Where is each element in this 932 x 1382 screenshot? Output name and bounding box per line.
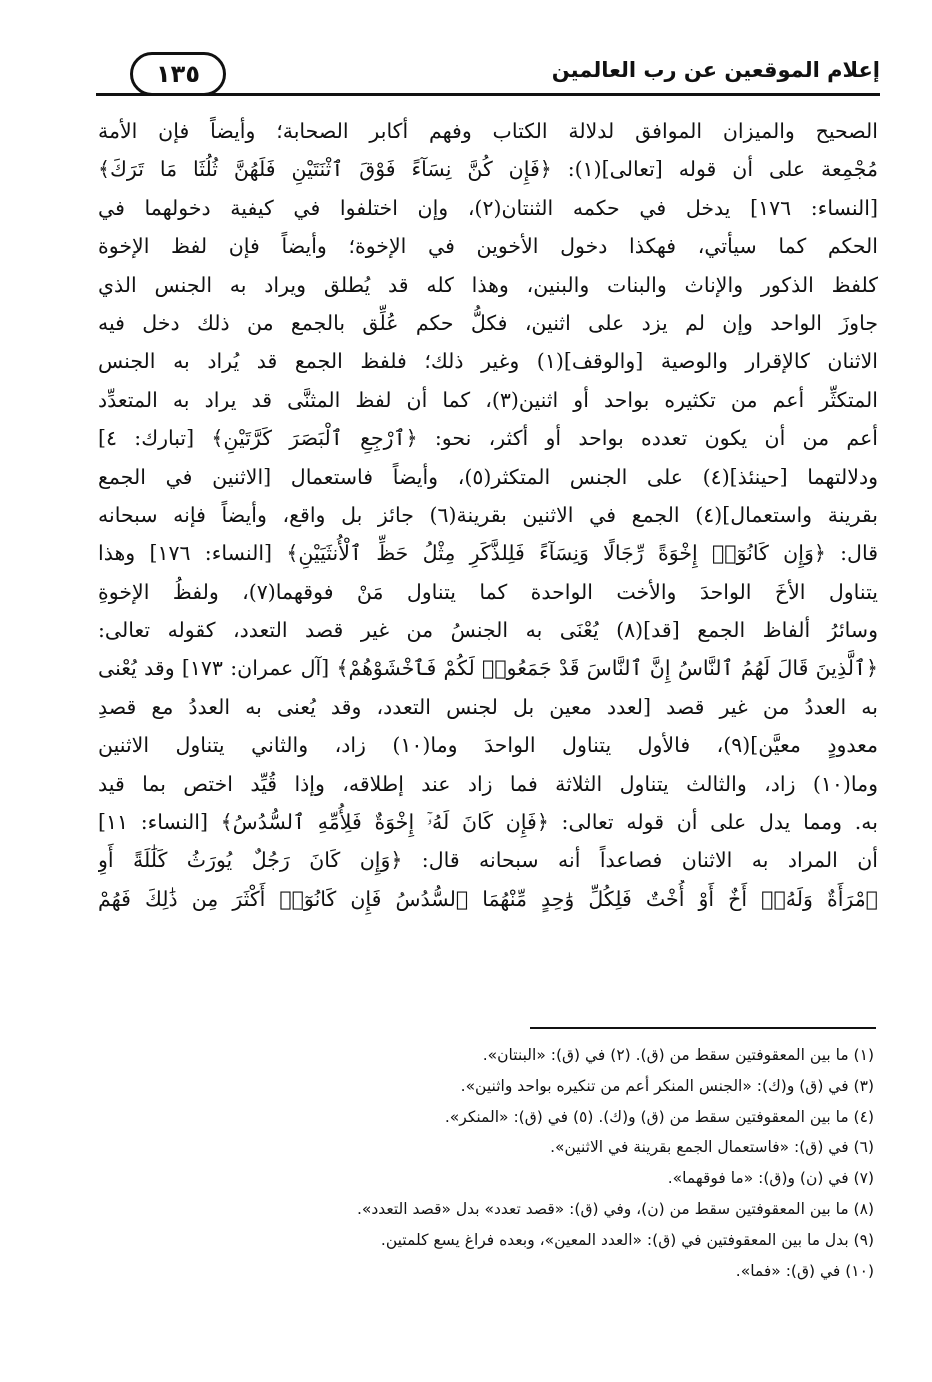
footnote: (٨) ما بين المعقوفتين سقط من (ن)، وفي (ق): «قصد تعدد» بدل «قصد التعدد».: [356, 1199, 874, 1218]
text-line: كلفظ الذكور والإناث والبنات والبنين، وهذا كله قد يُطلق ويراد به الجنس الذي: [98, 272, 878, 297]
footnote: (٣) في (ق) و(ك): «الجنس المنكر أعم من تنكيره بواحد واثنين».: [460, 1076, 874, 1095]
text-line: المتكثِّر أعم من تكثيره بواحد أو اثنين(٣)، كما أن لفظ المثنَّى قد يراد به المتعدِّد: [98, 387, 878, 412]
text-line: ﴿ٱلَّذِينَ قَالَ لَهُمُ ٱلنَّاسُ إِنَّ ٱلنَّاسَ قَدْ جَمَعُوا۟ لَكُمْ فَٱخْشَوْهُمْ﴾ [آل عمران: ١٧٣] وقد يُعْنى: [98, 656, 878, 681]
text-line: [النساء: ١٧٦] يدخل في حكمه الثنتان(٢)، وإن اختلفوا في كيفية دخولهما في: [98, 195, 878, 220]
footnote: (٤) ما بين المعقوفتين سقط من (ق) و(ك). (٥) في (ق): «المنكر».: [444, 1107, 874, 1126]
text-line: بقرينة واستعمال](٤) الجمع في الاثنين بقرينة(٦) جائز بل واقع، وأيضاً فإنه سبحانه: [98, 502, 878, 527]
page-number: ١٣٥: [130, 52, 226, 96]
text-line: مُجْمِعة على أن قوله [تعالى](١): ﴿فَإِن كُنَّ نِسَآءً فَوْقَ ٱثْنَتَيْنِ فَلَهُنَّ ثُلُثَا مَا تَرَكَ﴾: [98, 157, 878, 182]
text-line: قال: ﴿وَإِن كَانُوٓا۟ إِخْوَةً رِّجَالًا وَنِسَآءً فَلِلذَّكَرِ مِثْلُ حَظِّ ٱلْأُنثَيَيْنِ﴾ [النساء: ١٧٦] وهذا: [98, 541, 878, 566]
text-line: به. ومما يدل على أن قوله تعالى: ﴿فَإِن كَانَ لَهُۥٓ إِخْوَةٌ فَلِأُمِّهِ ٱلسُّدُسُ﴾ [النساء: ١١]: [98, 810, 878, 835]
footnote-divider: [530, 1027, 876, 1029]
footnote: (١) ما بين المعقوفتين سقط من (ق). (٢) في (ق): «البنتان».: [482, 1046, 874, 1064]
running-header: [96, 44, 880, 96]
text-line: الحكم كما سيأتي، فهكذا دخول الأخوين في الإخوة؛ وأيضاً فإن لفظ الإخوة: [98, 234, 878, 259]
text-line: ودلالتهما [حينئذ](٤) على الجنس المتكثر(٥)، وأيضاً فاستعمال [الاثنين في الجمع: [98, 464, 878, 489]
footnote: (٩) بدل ما بين المعقوفتين في (ق): «العدد المعين»، وبعده فراغ يسع كلمتين.: [380, 1230, 874, 1249]
text-line: ٱمْرَأَةٌ وَلَهُۥٓ أَخٌ أَوْ أُخْتٌ فَلِكُلِّ وَٰحِدٍ مِّنْهُمَا ٱلسُّدُسُ فَإِن كَانُوٓا۟ أَكْثَرَ مِن ذَٰلِكَ فَهُمْ: [98, 886, 878, 911]
footnotes: [134, 1040, 874, 1286]
text-line: أعم من أن يكون تعدده بواحد أو أكثر، نحو: ﴿ٱرْجِعِ ٱلْبَصَرَ كَرَّتَيْنِ﴾ [تبارك: ٤]: [98, 426, 878, 451]
text-line: الاثنان كالإقرار والوصية [والوقف](١) وغير ذلك؛ فلفظ الجمع قد يُراد به الجنس: [98, 349, 878, 374]
text-line: وما(١٠) زاد، والثالث يتناول الثلاثة فما زاد عند إطلاقه، وإذا قُيِّد اختص بما قيد: [98, 771, 878, 796]
text-line: معدودٍ معيَّن](٩)، فالأول يتناول الواحدَ وما(١٠) زاد، والثاني يتناول الاثنين: [98, 733, 878, 758]
text-line: جاوزَ الواحد وإن لم يزد على اثنين، فكلُّ حكم عُلِّق بالجمع من ذلك دخل فيه: [98, 310, 878, 335]
text-line: يتناول الأخَ الواحدَ والأخت الواحدة كما يتناول مَنْ فوقهما(٧)، ولفظُ الإخوةِ: [98, 579, 878, 604]
footnote: (٧) في (ن) و(ق): «ما فوقهما».: [667, 1169, 874, 1188]
text-line: أن المراد به الاثنان فصاعداً أنه سبحانه قال: ﴿وَإِن كَانَ رَجُلٌ يُورَثُ كَلَٰلَةً أَوِ: [98, 848, 878, 873]
footnote: (٦) في (ق): «فاستعمال الجمع بقرينة في الاثنين».: [550, 1138, 874, 1157]
text-line: وسائرُ ألفاظ الجمع [قد](٨) يُعْنَى به الجنسُ من غير قصد التعدد، كقوله تعالى:: [98, 618, 878, 643]
header-rule: [96, 93, 880, 96]
main-text: [98, 112, 878, 918]
text-line: الصحيح والميزان الموافق لدلالة الكتاب وفهم أكابر الصحابة؛ وأيضاً فإن الأمة: [98, 119, 878, 143]
book-title: إعلام الموقعين عن رب العالمين: [551, 58, 880, 82]
footnote: (١٠) في (ق): «فما».: [735, 1261, 874, 1280]
text-line: به العددُ من غير قصد [لعدد معين بل لجنس التعدد، وقد يُعنى به العددُ مع قصدِ: [98, 694, 878, 719]
